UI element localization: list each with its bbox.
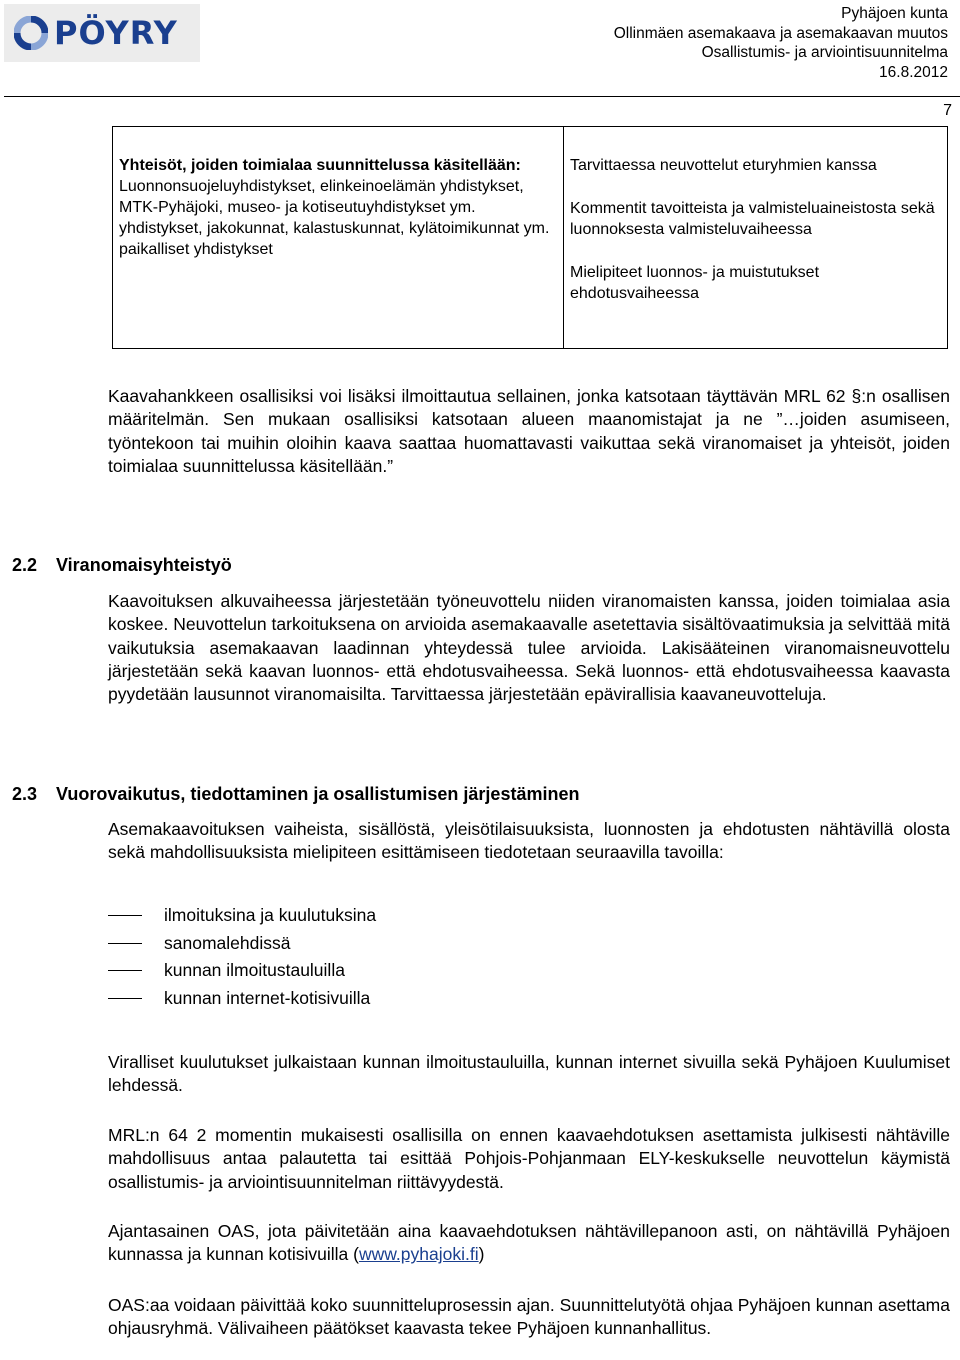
dash-icon [108, 998, 142, 999]
table-cell-participation [564, 127, 948, 349]
participation-item: Kommentit tavoitteista ja valmisteluaineistosta sekä luonnoksesta valmisteluvaiheessa [570, 200, 935, 238]
communication-channel-list [108, 902, 376, 1012]
table-row [113, 127, 948, 349]
header-divider [4, 96, 960, 97]
website-link[interactable]: www.pyhajoki.fi [358, 1244, 479, 1265]
section-heading-2-3: 2.3 Vuorovaikutus, tiedottaminen ja osallistumisen järjestäminen [12, 784, 580, 804]
participation-item: Mielipiteet luonnos- ja muistutukset ehdotusvaiheessa [570, 264, 820, 302]
header-date: 16.8.2012 [879, 63, 948, 81]
list-item: ilmoituksina ja kuulutuksina [108, 902, 376, 930]
list-item: kunnan ilmoitustauluilla [108, 957, 376, 985]
logo-text: PÖYRY [54, 14, 178, 52]
paragraph-oas-availability: Ajantasainen OAS, jota päivitetään aina kaavaehdotuksen nähtävillepanoon asti, on nähtävillä Pyhäjoen kunnassa ja kunnan kotisivuilla (www.pyhajoki.fi) [108, 1221, 950, 1265]
section-heading-2-2: 2.2 Viranomaisyhteistyö [12, 555, 232, 575]
paragraph-mrl64: MRL:n 64 2 momentin mukaisesti osallisilla on ennen kaavaehdotuksen asettamista julkisesti nähtäville mahdollisuus antaa palautetta tai esittää Pohjois-Pohjanmaan ELY-keskukselle neuvottelun käymistä osallistumis- ja arviointisuunnitelman riittävyydestä. [108, 1125, 950, 1192]
company-logo [4, 4, 200, 62]
table-cell-stakeholders [113, 127, 564, 349]
poyry-logo-icon [14, 16, 48, 50]
paragraph-authorities: Kaavoituksen alkuvaiheessa järjestetään työneuvottelu niiden viranomaisten kanssa, joiden toimialaa asia koskee. Neuvottelun tarkoituksena on arvioida asemakaavalle asetettavia sisältövaatimuksia ja selvittää mitä vaikutuksia asemakaavan laadinnan yhteydessä tulee arvioida. Lakisääteinen viranomaisneuvottelu järjestetään sekä kaavan luonnos- että ehdotusvaiheessa. Sekä luonnos- että ehdotusvaiheessa kaavasta pyydetään lausunnot viranomaisilta. Tarvittaessa järjestetään epävirallisia kaavaneuvotteluja. [108, 591, 950, 705]
dash-icon [108, 915, 142, 916]
stakeholder-list: Luonnonsuojeluyhdistykset, elinkeinoelämän yhdistykset, MTK-Pyhäjoki, museo- ja kotiseutuyhdistykset ym. yhdistykset, jakokunnat, kalastuskunnat, kylätoimikunnat ym. paikalliset yhdistykset [119, 178, 550, 258]
header-municipality: Pyhäjoen kunta [841, 5, 948, 22]
paragraph-stakeholders: Kaavahankkeen osallisiksi voi lisäksi ilmoittautua sellainen, jonka katsotaan täyttävän MRL 62 §:n osallisen määritelmän. Sen mukaan osallisiksi katsotaan alueen maanomistajat ja ne ”…joiden asumiseen, työntekoon tai muihin oloihin kaava saattaa huomattavasti vaikuttaa sekä viranomaiset ja yhteisöt, joiden toimialaa suunnittelussa käsitellään.” [108, 386, 950, 476]
page-number: 7 [943, 102, 952, 119]
document-header [614, 4, 948, 82]
dash-icon [108, 943, 142, 944]
stakeholder-table [112, 126, 948, 349]
paragraph-official-notices: Viralliset kuulutukset julkaistaan kunnan ilmoitustauluilla, kunnan internet sivuilla sekä Pyhäjoen Kuulumiset lehdessä. [108, 1052, 950, 1096]
list-item: sanomalehdissä [108, 930, 376, 958]
header-document-type: Osallistumis- ja arviointisuunnitelma [701, 44, 948, 61]
paragraph-communication-intro: Asemakaavoituksen vaiheista, sisällöstä, yleisötilaisuuksista, luonnosten ja ehdotusten nähtävillä olosta sekä mahdollisuuksista mielipiteen esittämiseen tiedotetaan seuraavilla tavoilla: [108, 819, 950, 863]
list-item: kunnan internet-kotisivuilla [108, 985, 376, 1013]
header-plan-title: Ollinmäen asemakaava ja asemakaavan muutos [613, 24, 948, 42]
participation-item: Tarvittaessa neuvottelut eturyhmien kanssa [570, 157, 877, 174]
stakeholder-heading: Yhteisöt, joiden toimialaa suunnittelussa käsitellään: [119, 157, 521, 174]
paragraph-oas-update: OAS:aa voidaan päivittää koko suunnitteluprosessin ajan. Suunnittelutyötä ohjaa Pyhäjoen kunnan asettama ohjausryhmä. Välivaiheen päätökset kaavasta tekee Pyhäjoen kunnanhallitus. [108, 1295, 950, 1339]
dash-icon [108, 970, 142, 971]
